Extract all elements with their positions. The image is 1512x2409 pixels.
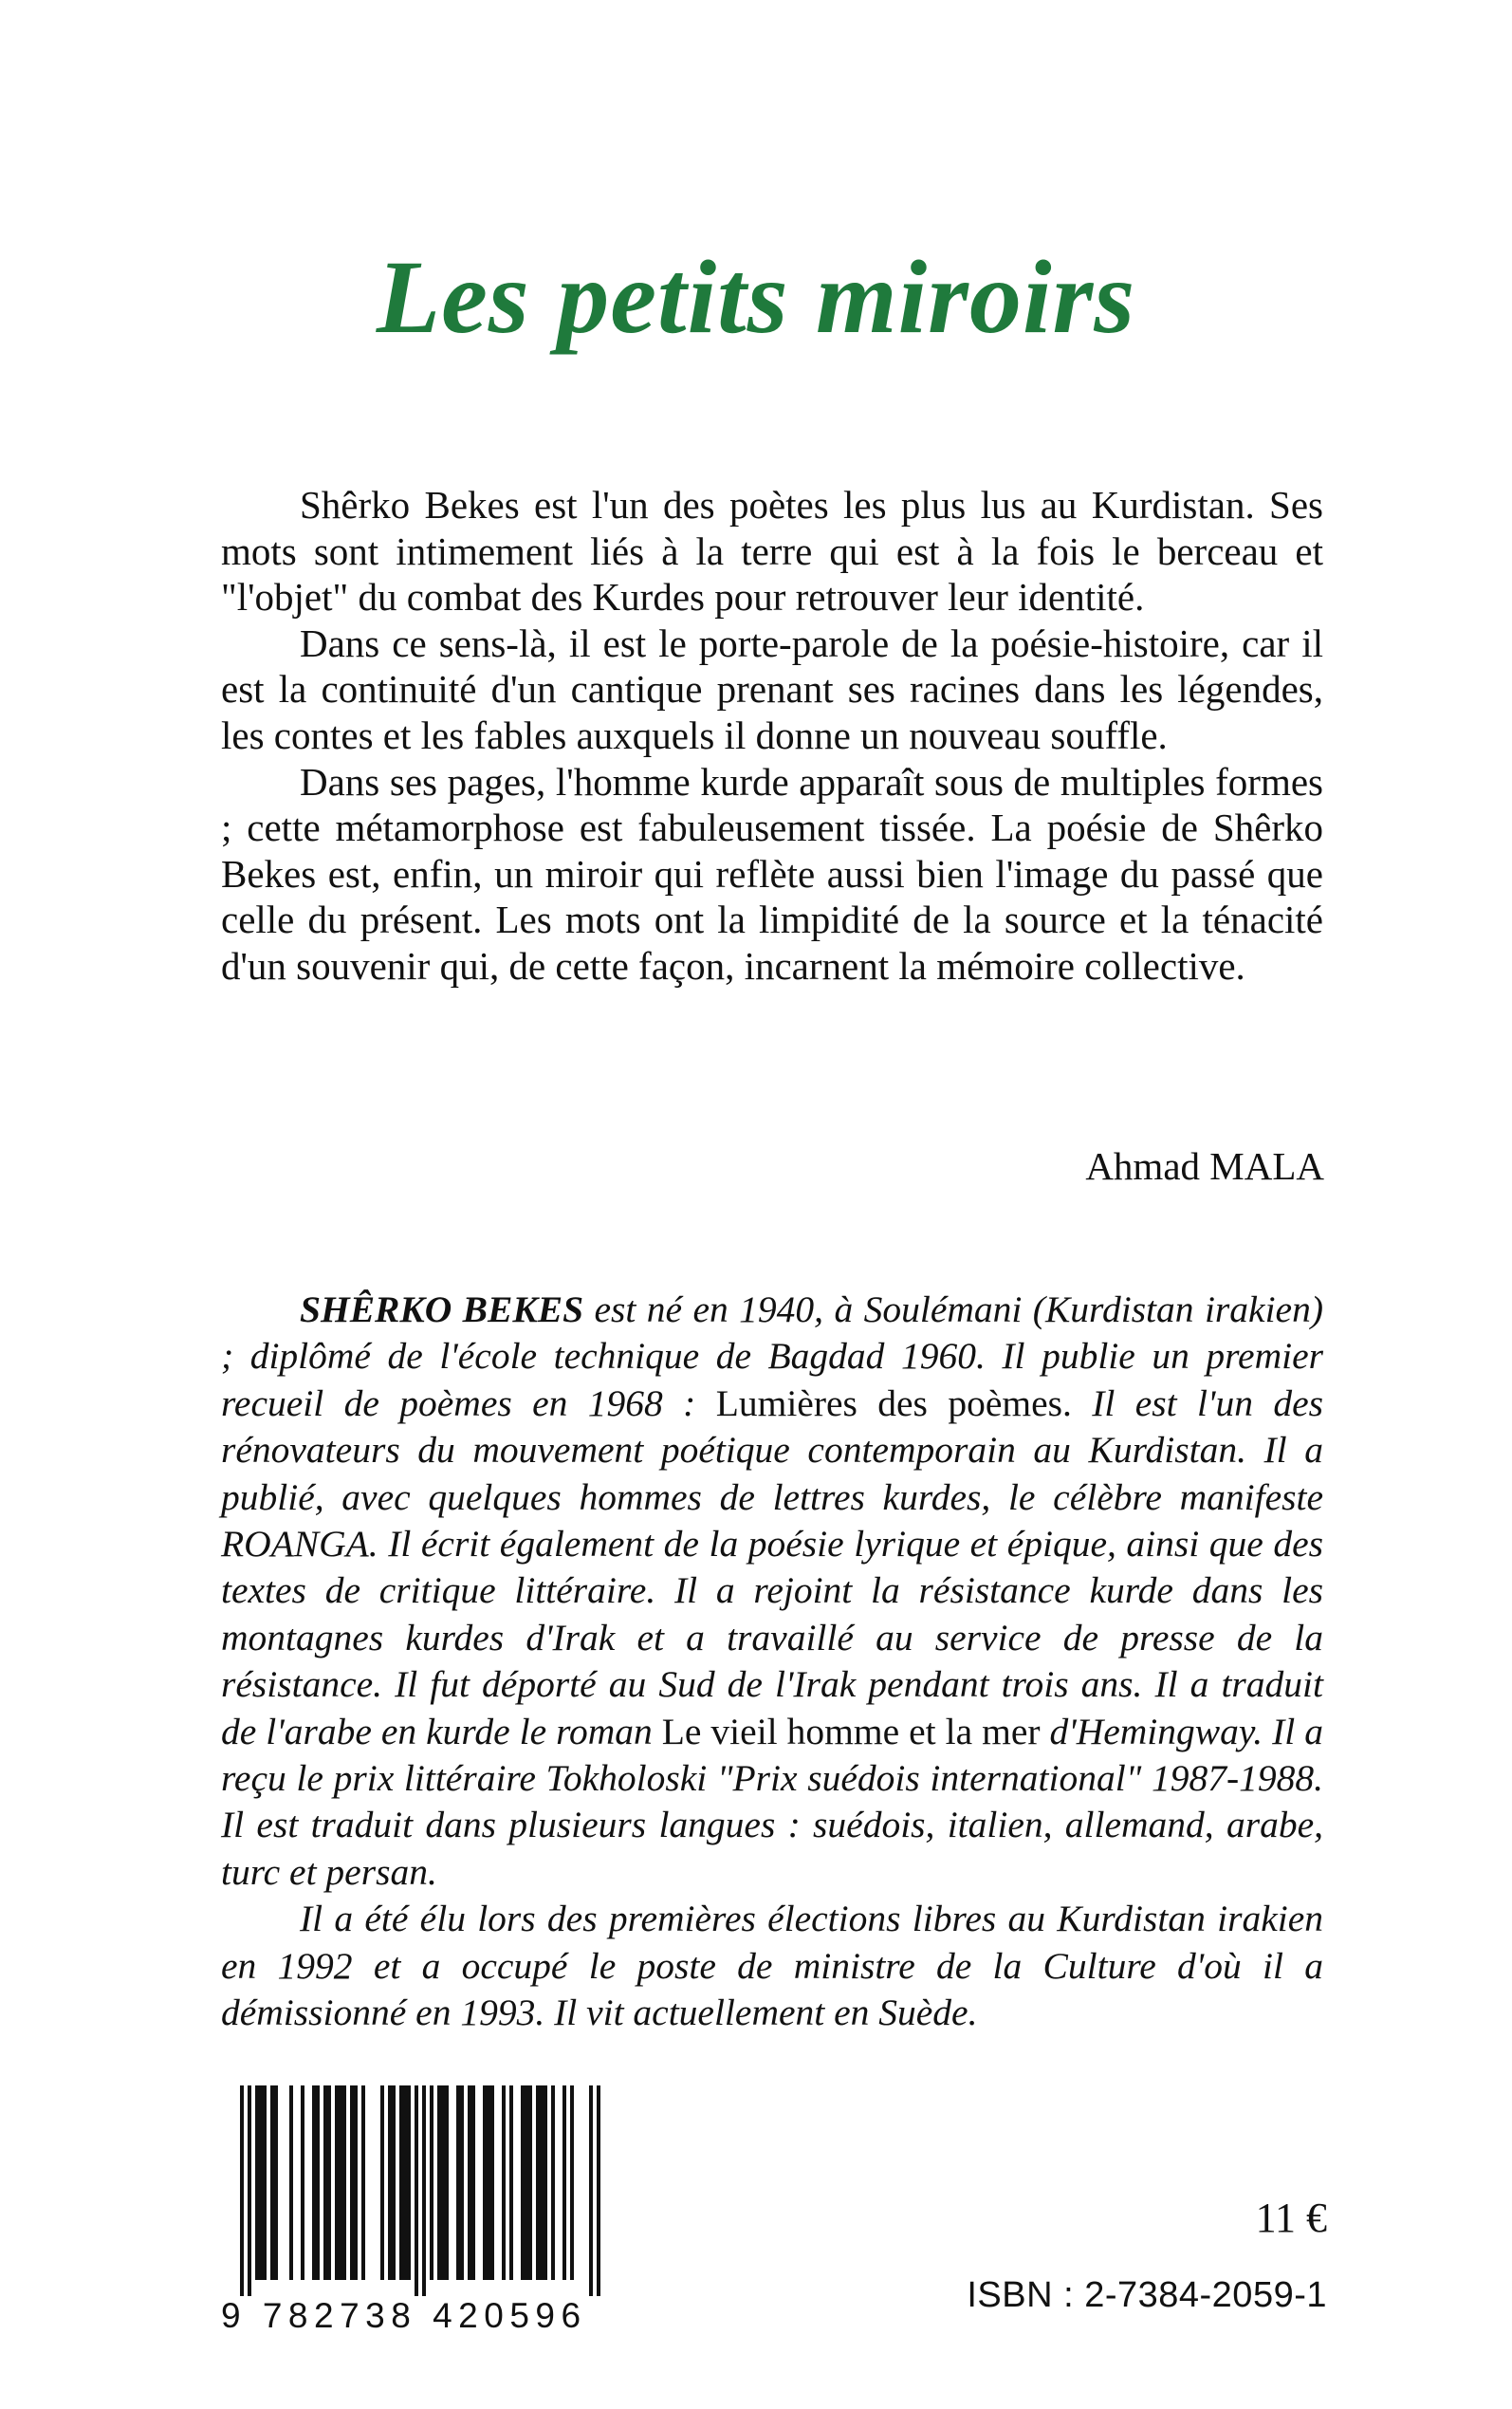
blurb-paragraph: Dans ses pages, l'homme kurde apparaît sous de multiples formes ; cette métamorphose est fabuleusement tissée. La poésie de Shêrko Bekes est, enfin, un miroir qui reflète aussi bien l'image du passé que celle du présent. Les mots ont la limpidité de la source et la ténacité d'un souvenir qui, de cette façon, incarnent la mémoire collective. [221, 759, 1323, 988]
barcode-bar [407, 2085, 411, 2280]
isbn-label: ISBN : 2-7384-2059-1 [967, 2275, 1327, 2315]
barcode-bar [525, 2085, 528, 2280]
barcode-bar [342, 2085, 346, 2280]
price-label: 11 € [1255, 2195, 1327, 2241]
barcode-bar [361, 2085, 365, 2280]
barcode-bar [422, 2085, 426, 2296]
barcode-bar [544, 2085, 547, 2280]
blurb-paragraph: Dans ce sens-là, il est le porte-parole de la poésie-histoire, car il est la continuité d'un cantique prenant ses racines dans les légendes, les contes et les fables auxquels il donne un nouveau souffle. [221, 621, 1323, 757]
barcode-bar [316, 2085, 320, 2280]
bio-text: d'Hemingway. Il a reçu le prix littéraire Tokholoski "Prix suédois international" 1987-1988. Il est traduit dans plusieurs langues : suédois, italien, allemand, arabe, turc et persan. [221, 1710, 1323, 1893]
barcode-bar [589, 2085, 593, 2296]
blurb-signature: Ahmad MALA [1085, 1144, 1324, 1188]
bio-paragraph [221, 1287, 1323, 1896]
bio-paragraph: Il a été élu lors des premières élections libres au Kurdistan irakien en 1992 et a occupé le poste de ministre de la Culture d'où il a démissionné en 1993. Il vit actuellement en Suède. [221, 1898, 1323, 2034]
barcode-bar [415, 2085, 418, 2296]
barcode-bar [392, 2085, 396, 2280]
barcode-bar [289, 2085, 293, 2280]
barcode-bar [460, 2085, 464, 2280]
barcode-bar [240, 2085, 244, 2296]
barcode-bar [483, 2085, 487, 2280]
barcode-bar [312, 2085, 316, 2280]
barcode-bar [255, 2085, 259, 2280]
barcode-bar [274, 2085, 278, 2280]
barcode-bar [528, 2085, 532, 2280]
barcode-bar [323, 2085, 327, 2280]
barcode-bar [259, 2085, 263, 2280]
barcode-bar [487, 2085, 490, 2280]
barcode-bars [221, 2085, 606, 2299]
barcode-bar [388, 2085, 392, 2280]
barcode-bar [597, 2085, 600, 2296]
barcode-bar [456, 2085, 460, 2280]
blurb-paragraph: Shêrko Bekes est l'un des poètes les plus lus au Kurdistan. Ses mots sont intimement liés à la terre qui est à la fois le berceau et "l'objet" du combat des Kurdes pour retrouver leur identité. [221, 483, 1323, 620]
barcode-bar [430, 2085, 433, 2280]
barcode-bar [540, 2085, 544, 2280]
barcode-bar [350, 2085, 354, 2280]
book-title-reference: Lumières des poèmes. [715, 1381, 1072, 1424]
barcode-bar [570, 2085, 574, 2280]
barcode-bar [562, 2085, 566, 2280]
barcode-bar [403, 2085, 407, 2280]
barcode-digits: 9 782738 420596 [221, 2296, 587, 2335]
bio-text: Il est l'un des rénovateurs du mouvement poétique contemporain au Kurdistan. Il a publié, avec quelques hommes de lettres kurdes, le célèbre manifeste ROANGA. Il écrit également de la poésie lyrique et épique, ainsi que des textes de critique littéraire. Il a rejoint la résistance kurde dans les montagnes kurdes d'Irak et a travaillé au service de presse de la résistance. Il fut déporté au Sud de l'Irak pendant trois ans. Il a traduit de l'arabe en kurde le roman [221, 1381, 1323, 1752]
barcode-bar [301, 2085, 304, 2280]
barcode-bar [471, 2085, 475, 2280]
barcode [221, 2085, 606, 2335]
barcode-bar [263, 2085, 267, 2280]
author-name: SHÊRKO BEKES [300, 1288, 584, 1330]
barcode-bar [490, 2085, 494, 2280]
author-biography [221, 1287, 1323, 2037]
book-title: Les petits miroirs [376, 239, 1136, 355]
barcode-bar [468, 2085, 471, 2280]
barcode-bar [399, 2085, 403, 2280]
barcode-bar [445, 2085, 449, 2280]
barcode-bar [441, 2085, 445, 2280]
barcode-bar [551, 2085, 555, 2280]
barcode-bar [437, 2085, 441, 2280]
barcode-bar [335, 2085, 339, 2280]
barcode-bar [248, 2085, 251, 2296]
bio-text: est né en 1940, à Soulémani (Kurdistan irakien) ; diplômé de l'école technique de Bagdad 1960. Il publie un premier recueil de poèmes en 1968 : [221, 1288, 1323, 1424]
barcode-bar [327, 2085, 331, 2280]
barcode-bar [536, 2085, 540, 2280]
book-title-reference: Le vieil homme et la mer [661, 1710, 1041, 1752]
back-cover-blurb [221, 482, 1323, 990]
barcode-bar [502, 2085, 506, 2280]
barcode-bar [509, 2085, 513, 2280]
barcode-bar [521, 2085, 525, 2280]
barcode-bar [270, 2085, 274, 2280]
barcode-bar [354, 2085, 358, 2280]
barcode-bar [380, 2085, 384, 2280]
barcode-bar [339, 2085, 342, 2280]
